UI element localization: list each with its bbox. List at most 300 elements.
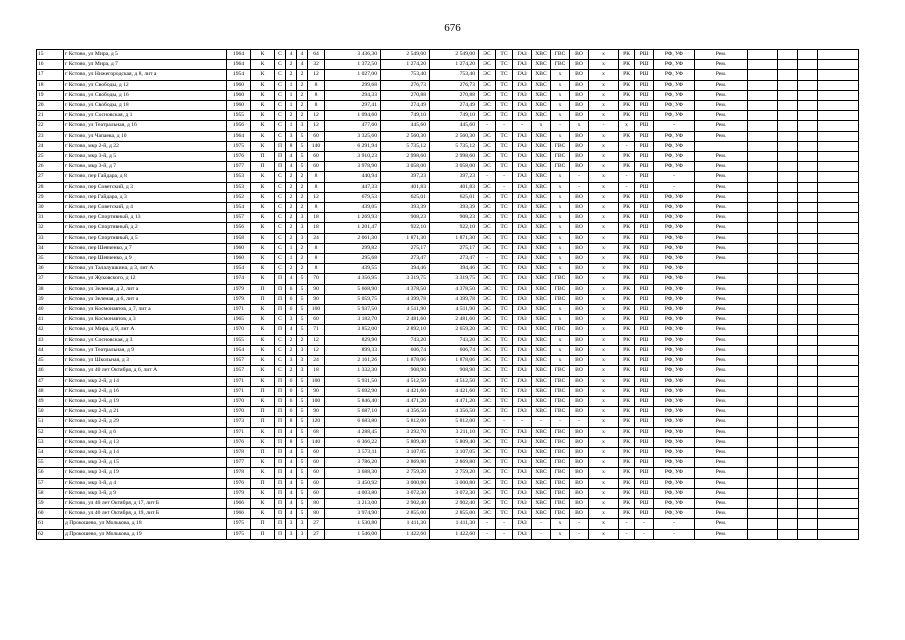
table-cell: П [251,417,275,427]
table-cell: 2 [297,111,308,121]
table-cell: 1 274,20 [430,60,479,70]
table-cell: П [251,162,275,172]
table-cell: 44 [37,345,64,355]
table-cell: С [275,182,286,192]
table-cell: ЭС [479,264,496,274]
empty-cell [778,182,798,192]
table-cell: 2 560,30 [381,131,430,141]
table-cell: 60 [308,447,325,457]
empty-cell [818,519,859,529]
table-cell: х [589,335,619,345]
table-cell: ХВС [532,162,551,172]
table-cell: ХВС [532,294,551,304]
table-cell: 1 [286,101,297,111]
table-cell: г Кстово, пер Советский, д 3 [64,182,227,192]
table-cell: ХВС [532,345,551,355]
table-cell: РФ, УФ [654,152,695,162]
table-cell: 2 [297,335,308,345]
empty-cell [818,243,859,253]
table-cell: 61 [37,519,64,529]
table-cell: К [251,60,275,70]
table-cell: 2 659,20 [430,325,479,335]
table-cell: РФ, УФ [654,376,695,386]
table-cell: 1977 [227,458,251,468]
table-cell: ГАЗ [513,468,532,478]
table-cell: 6 [286,396,297,406]
table-cell: 1 871,30 [430,233,479,243]
table-cell: 57 [37,478,64,488]
table-row [37,437,859,447]
table-cell: 294,33 [325,90,381,100]
table-cell: 8 [308,243,325,253]
empty-cell [798,325,818,335]
table-cell: х [589,131,619,141]
table-row [37,223,859,233]
empty-cell [798,417,818,427]
table-cell: 1970 [227,396,251,406]
table-cell: ВО [570,60,589,70]
table-cell: г Кстово, ул 40 лет Октября, д 17, лит Б [64,498,227,508]
table-cell: - [654,121,695,131]
empty-cell [778,162,798,172]
table-cell: РШ [635,305,654,315]
table-cell: ХВС [532,192,551,202]
table-cell: ХВС [532,70,551,80]
table-cell: С [275,213,286,223]
empty-cell [798,305,818,315]
empty-cell [798,223,818,233]
table-cell: 1964 [227,131,251,141]
table-cell: П [275,376,286,386]
table-cell: 4 [286,509,297,519]
table-cell: х [551,70,570,80]
table-cell: ГВС [551,498,570,508]
table-cell: 35 [37,254,64,264]
table-cell: РФ, УФ [654,223,695,233]
table-cell: 1955 [227,335,251,345]
table-cell: ТС [496,111,513,121]
table-cell: Рем. [695,243,748,253]
table-cell: 5 [297,274,308,284]
empty-cell [778,70,798,80]
table-cell: 5 692,90 [325,386,381,396]
empty-cell [778,233,798,243]
table-cell: ЭС [479,315,496,325]
table-cell: РФ, УФ [654,478,695,488]
table-cell: К [251,366,275,376]
empty-cell [748,427,778,437]
table-cell: ГВС [551,366,570,376]
table-cell: РШ [635,356,654,366]
empty-cell [748,264,778,274]
table-cell: 5 846,40 [325,396,381,406]
table-cell: 2 855,00 [381,509,430,519]
table-cell: - [619,141,635,151]
empty-cell [818,70,859,80]
table-cell: РК [619,468,635,478]
table-cell: 2 [286,335,297,345]
empty-cell [748,407,778,417]
empty-cell [818,325,859,335]
table-cell: РФ, УФ [654,141,695,151]
table-cell: Рем. [695,70,748,80]
table-cell: 1 274,20 [381,60,430,70]
table-cell: х [589,427,619,437]
table-cell: 3 436,30 [325,50,381,60]
table-cell: 60 [308,478,325,488]
table-cell: ГАЗ [513,396,532,406]
table-cell: РФ, УФ [654,335,695,345]
table-cell: РФ, УФ [654,203,695,213]
table-cell: ХВС [532,498,551,508]
table-cell: 3 974,90 [325,509,381,519]
table-cell: 3 292,70 [381,427,430,437]
empty-cell [748,50,778,60]
empty-cell [778,356,798,366]
empty-cell [748,90,778,100]
table-cell: 21 [37,111,64,121]
table-cell: 1954 [227,264,251,274]
table-cell: Рем. [695,366,748,376]
table-cell: х [589,356,619,366]
table-cell: 71 [308,325,325,335]
table-cell: х [551,192,570,202]
table-cell: ЭС [479,407,496,417]
table-cell: 3 573,11 [325,447,381,457]
table-cell: 439,55 [325,264,381,274]
table-cell: - [551,121,570,131]
table-cell: РК [619,417,635,427]
table-cell: РШ [635,407,654,417]
table-cell: 8 [308,101,325,111]
table-cell: РФ, УФ [654,386,695,396]
table-cell: ТС [496,294,513,304]
table-cell: РШ [635,447,654,457]
table-cell: х [551,203,570,213]
table-cell: РШ [635,366,654,376]
table-cell: К [251,274,275,284]
table-cell: С [275,345,286,355]
table-cell: х [589,498,619,508]
table-cell: К [251,141,275,151]
table-cell: 749,10 [430,111,479,121]
table-cell: С [275,60,286,70]
table-cell: ГАЗ [513,172,532,182]
table-cell: Рем. [695,162,748,172]
table-cell: 8 [308,90,325,100]
table-cell: г Кстово, пер Советский, д 4 [64,203,227,213]
table-cell: д Прокошево, ул Молькова, д 19 [64,529,227,539]
empty-cell [798,478,818,488]
table-cell: ВО [570,498,589,508]
table-cell: 140 [308,141,325,151]
table-cell: 2 998,60 [381,152,430,162]
table-row [37,60,859,70]
table-cell: х [551,182,570,192]
table-cell: П [275,386,286,396]
table-cell: Рем. [695,284,748,294]
table-cell: ГВС [551,478,570,488]
empty-cell [798,70,818,80]
table-cell: 22 [37,121,64,131]
table-cell: РФ, УФ [654,90,695,100]
table-cell: Рем. [695,101,748,111]
table-cell: К [251,396,275,406]
table-cell: ГАЗ [513,111,532,121]
table-cell: 1960 [227,90,251,100]
table-cell: 3 [297,519,308,529]
table-cell: Рем. [695,111,748,121]
table-cell: г Кстово, пер Шевченко, д 9 [64,254,227,264]
table-cell: х [589,223,619,233]
table-cell: ГВС [551,396,570,406]
table-cell: г Кстово, ул Зеленая, д 6, лит а [64,294,227,304]
empty-cell [748,162,778,172]
table-cell: 3 000,80 [430,478,479,488]
table-cell: х [589,141,619,151]
empty-cell [778,111,798,121]
table-cell: ГВС [551,488,570,498]
empty-cell [778,213,798,223]
table-cell: 5 [297,417,308,427]
table-cell: ТС [496,407,513,417]
table-row [37,233,859,243]
table-cell: ТС [496,203,513,213]
table-cell: х [589,50,619,60]
table-cell: ВО [570,478,589,488]
table-cell: РФ, УФ [654,488,695,498]
empty-cell [818,447,859,457]
table-cell: 3 688,30 [325,468,381,478]
table-cell: 1957 [227,356,251,366]
table-cell: 8 [308,254,325,264]
empty-cell [778,437,798,447]
table-cell: 30 [37,203,64,213]
table-cell: - [532,519,551,529]
empty-cell [778,305,798,315]
table-cell: х [589,233,619,243]
empty-cell [798,366,818,376]
empty-cell [748,203,778,213]
empty-cell [818,284,859,294]
table-cell: г Кстово, мкр 3-й, д 14 [64,447,227,457]
table-cell: 3 107,05 [430,447,479,457]
table-cell: 56 [37,468,64,478]
table-cell: 5 [297,509,308,519]
table-cell: 3 058,00 [381,162,430,172]
table-cell: 90 [308,284,325,294]
table-cell: 1960 [227,101,251,111]
table-cell: 24 [308,356,325,366]
table-cell: х [589,488,619,498]
table-cell: 43 [37,335,64,345]
table-cell: 4 421,60 [430,386,479,396]
table-cell: г Кстово, ул Нижегородская, д 8, лит а [64,70,227,80]
table-cell: 140 [308,437,325,447]
empty-cell [798,315,818,325]
table-cell: ГАЗ [513,203,532,213]
table-cell: 3 072,30 [381,488,430,498]
table-cell: 49 [37,396,64,406]
table-cell: 3 107,05 [381,447,430,457]
table-cell: 59 [37,498,64,508]
table-cell: 1 422,60 [430,529,479,539]
empty-cell [818,386,859,396]
empty-cell [748,335,778,345]
table-cell: РШ [635,284,654,294]
table-cell: - [570,182,589,192]
table-cell: 393,39 [381,203,430,213]
table-cell: Рем. [695,478,748,488]
empty-cell [818,90,859,100]
table-cell: РК [619,101,635,111]
table-cell: 4 [286,274,297,284]
table-cell: РШ [635,376,654,386]
table-cell: ЭС [479,325,496,335]
table-cell: П [275,498,286,508]
table-row [37,182,859,192]
table-cell: х [551,90,570,100]
table-cell: ЭС [479,305,496,315]
table-cell: РК [619,447,635,457]
table-cell: РК [619,498,635,508]
table-cell: РК [619,60,635,70]
table-cell: г Кстово, ул Школьная, д 3 [64,356,227,366]
table-cell: 2 [297,264,308,274]
table-cell: ГВС [551,376,570,386]
table-cell: 1970 [227,407,251,417]
empty-cell [778,468,798,478]
table-cell: 3 [297,366,308,376]
table-cell: РК [619,458,635,468]
table-cell: ТС [496,264,513,274]
table-cell: ТС [496,101,513,111]
table-cell: 4 [286,478,297,488]
table-cell: ГАЗ [513,407,532,417]
table-cell: РФ, УФ [654,111,695,121]
table-cell: 3 [286,519,297,529]
table-cell: 1966 [227,498,251,508]
table-cell: ВО [570,335,589,345]
table-cell: РФ, УФ [654,356,695,366]
table-cell: П [275,529,286,539]
table-cell: РШ [635,223,654,233]
empty-cell [778,50,798,60]
table-cell: 4 399,78 [430,294,479,304]
table-cell: 18 [37,80,64,90]
table-cell: РК [619,294,635,304]
table-cell: П [275,396,286,406]
table-cell: РК [619,274,635,284]
empty-cell [818,509,859,519]
table-cell: 5 [297,131,308,141]
table-cell: 27 [37,172,64,182]
table-cell: ЭС [479,80,496,90]
empty-cell [748,254,778,264]
table-cell: 1960 [227,254,251,264]
empty-cell [778,529,798,539]
table-cell: ТС [496,396,513,406]
empty-cell [798,264,818,274]
empty-cell [748,213,778,223]
table-cell: х [532,121,551,131]
table-cell: РФ, УФ [654,131,695,141]
table-cell: 401,83 [381,182,430,192]
table-cell: РФ, УФ [654,325,695,335]
table-cell: 2 [286,203,297,213]
table-cell: ТС [496,243,513,253]
table-cell: 12 [308,345,325,355]
table-row [37,509,859,519]
table-cell: 100 [308,396,325,406]
table-cell: 5 [297,294,308,304]
table-cell: г Кстово, ул Мира, д 5 [64,50,227,60]
table-cell: 12 [308,335,325,345]
table-cell: ЭС [479,243,496,253]
table-cell: 3 852,00 [325,325,381,335]
empty-cell [778,192,798,202]
table-cell: К [251,427,275,437]
table-cell: - [496,182,513,192]
table-cell: ЭС [479,498,496,508]
table-cell: С [275,50,286,60]
table-cell: 4 399,78 [381,294,430,304]
table-cell: х [551,101,570,111]
empty-cell [748,376,778,386]
table-cell: г Кстово, ул 40 лет Октября, д 6, лит А [64,366,227,376]
table-cell: ЭС [479,294,496,304]
table-cell: 908,90 [430,366,479,376]
table-cell: 2 855,00 [430,509,479,519]
empty-cell [748,121,778,131]
table-cell: РФ, УФ [654,305,695,315]
table-cell: ТС [496,315,513,325]
empty-cell [798,498,818,508]
empty-cell [798,345,818,355]
empty-cell [778,335,798,345]
table-cell: Рем. [695,305,748,315]
table-cell: ВО [570,447,589,457]
table-cell: Рем. [695,356,748,366]
table-cell: - [619,529,635,539]
table-cell: ЭС [479,427,496,437]
table-cell: 60 [308,131,325,141]
table-cell: ТС [496,192,513,202]
table-cell: ВО [570,315,589,325]
table-cell: х [589,264,619,274]
table-cell: 1979 [227,294,251,304]
table-cell: 53 [37,437,64,447]
table-cell: РШ [635,488,654,498]
table-cell: ЭС [479,376,496,386]
table-cell: ГАЗ [513,131,532,141]
table-cell: х [551,111,570,121]
table-cell: г Кстово, ул Космонавтов, д 7, лит а [64,305,227,315]
table-cell: 1965 [227,315,251,325]
table-cell: 2 [297,80,308,90]
empty-cell [778,223,798,233]
table-cell: - [635,529,654,539]
table-cell: ТС [496,223,513,233]
table-cell: 31 [37,213,64,223]
table-cell: х [589,417,619,427]
table-cell: РК [619,315,635,325]
table-cell: РФ, УФ [654,509,695,519]
table-cell: 3 [286,315,297,325]
empty-cell [818,305,859,315]
table-cell: ГВС [551,458,570,468]
table-cell: К [251,213,275,223]
